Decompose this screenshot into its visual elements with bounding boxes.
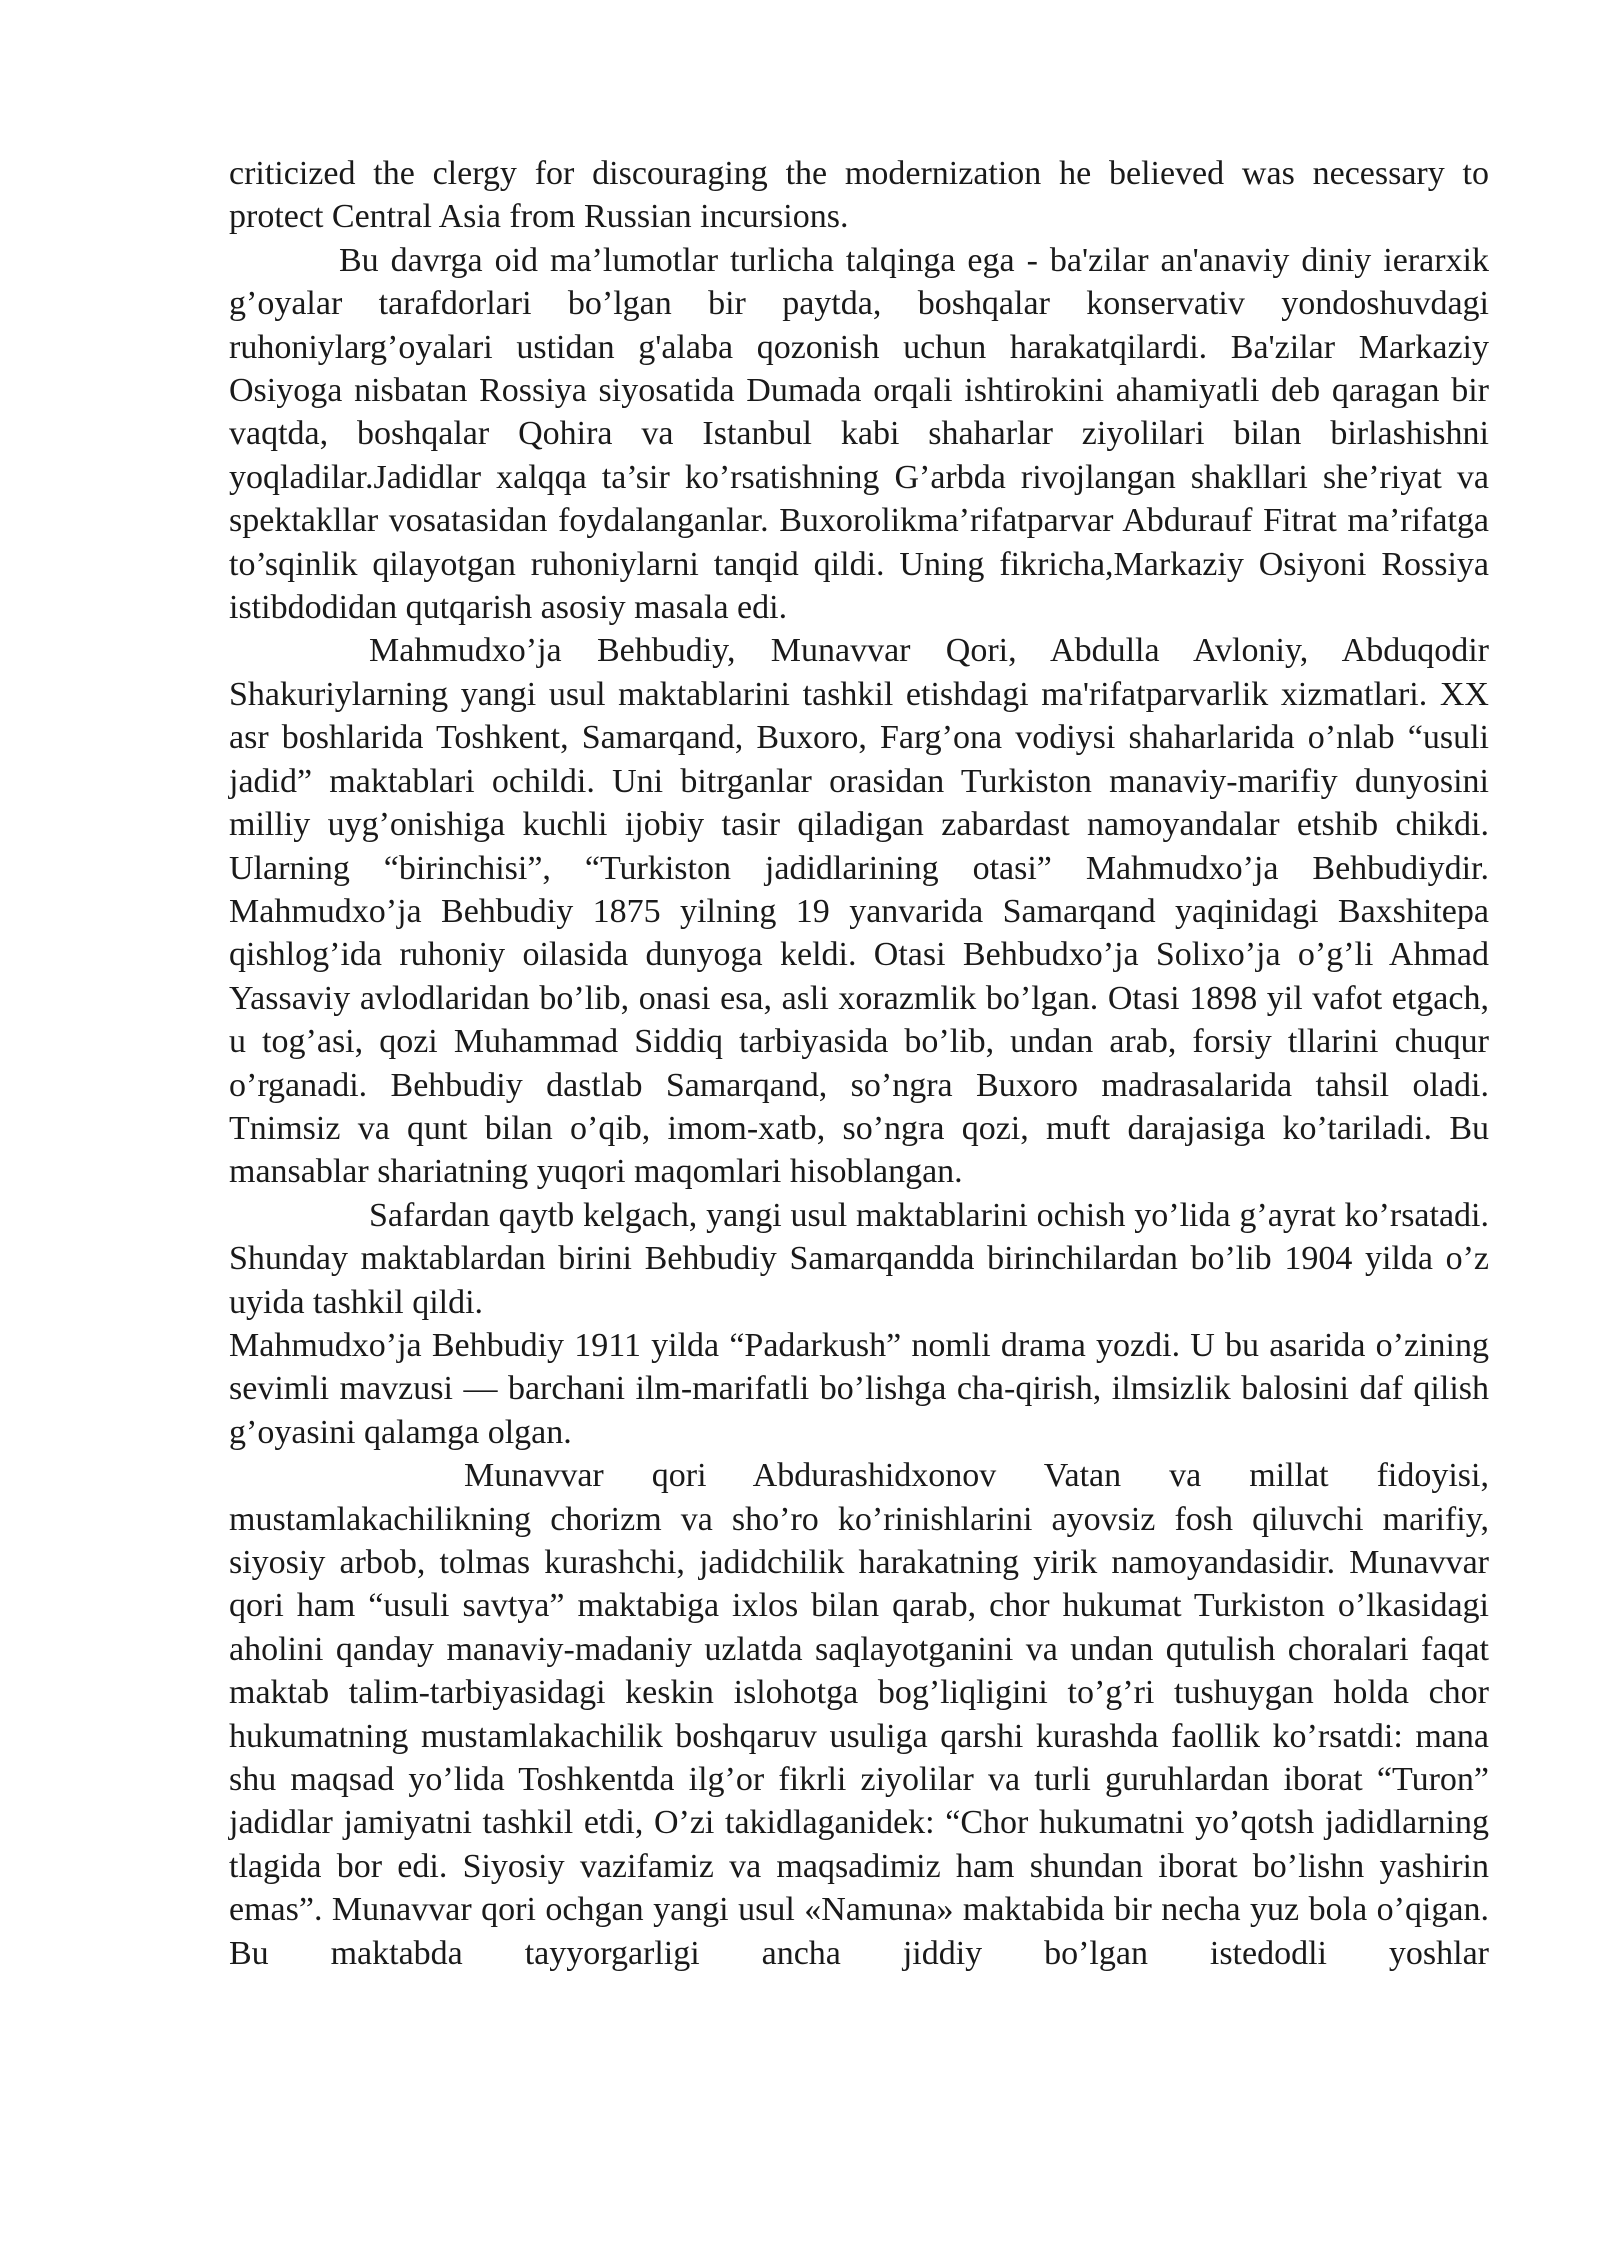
paragraph-behbudiy: Mahmudxo’ja Behbudiy, Munavvar Qori, Abdulla Avloniy, Abduqodir Shakuriylarning yangi usul maktablarini tashkil etishdagi ma'rifatparvarlik xizmatlari. XX asr boshlarida Toshkent, Samarqand, Buxoro, Farg’ona vodiysi shaharlarida o’nlab “usuli jadid” maktablari ochildi. Uni bitrganlar orasidan Turkiston manaviy-marifiy dunyosini milliy uyg’onishiga kuchli ijobiy tasir qiladigan zabardast namoyandalar etshib chikdi. Ularning “birinchisi”, “Turkiston jadidlarining otasi” Mahmudxo’ja Behbudiydir. Mahmudxo’ja Behbudiy 1875 yilning 19 yanvarida Samarqand yaqinidagi Baxshitepa qishlog’ida ruhoniy oilasida dunyoga keldi. Otasi Behbudxo’ja Solixo’ja o’g’li Ahmad Yassaviy avlodlaridan bo’lib, onasi esa, asli xorazmlik bo’lgan. Otasi 1898 yil vafot etgach, u tog’asi, qozi Muhammad Siddiq tarbiyasida bo’lib, undan arab, forsiy tllarini chuqur o’rganadi. Behbudiy dastlab Samarqand, so’ngra Buxoro madrasalarida tahsil oladi. Tnimsiz va qunt bilan o’qib, imom-xatb, so’ngra qozi, muft darajasiga ko’tariladi. Bu mansablar shariatning yuqori maqomlari hisoblangan. (229, 632, 1489, 1191)
paragraph-safardan: Safardan qaytb kelgach, yangi usul maktablarini ochish yo’lida g’ayrat ko’rsatadi. Shunday maktablardan birini Behbudiy Samarqandda birinchilardan bo’lib 1904 yilda o’z uyida tashkil qildi. (229, 1196, 1489, 1321)
paragraph-clergy-criticism: criticized the clergy for discouraging the modernization he believed was necessary to protect Central Asia from Russian incursions. (229, 155, 1489, 236)
paragraph-munavvar-qori: Munavvar qori Abdurashidxonov Vatan va millat fidoyisi, mustamlakachilikning chorizm va sho’ro ko’rinishlarini ayovsiz fosh qiluvchi marifiy, siyosiy arbob, tolmas kurashchi, jadidchilik harakatning yirik namoyandasidir. Munavvar qori ham “usuli savtya” maktabiga ixlos bilan qarab, chor hukumat Turkiston o’lkasidagi aholini qanday manaviy-madaniy uzlatda saqlayotganini va undan qutulish choralari faqat maktab talim-tarbiyasidagi keskin islohotga bog’liqligini to’g’ri tushuygan holda chor hukumatning mustamlakachilik boshqaruv usuliga qarshi kurashda faollik ko’rsatdi: mana shu maqsad yo’lida Toshkentda ilg’or fikrli ziyolilar va turli guruhlardan iborat “Turon” jadidlar jamiyatni tashkil etdi, O’zi takidlaganidek: “Chor hukumatni yo’qotsh jadidlarning tlagida bor edi. Siyosiy vazifamiz va maqsadimiz ham shundan iborat bo’lishn yashirin emas”. Munavvar qori ochgan yangi usul «Namuna» maktabida bir necha yuz bola o’qigan. Bu maktabda tayyorgarligi ancha jiddiy bo’lgan istedodli yoshlar (229, 1457, 1489, 1972)
paragraph-davr-malumotlar: Bu davrga oid ma’lumotlar turlicha talqinga ega - ba'zilar an'anaviy diniy ierarxik g’oyalar tarafdorlari bo’lgan bir paytda, boshqalar konservativ yondoshuvdagi ruhoniylarg’oyalari ustidan g'alaba qozonish uchun harakatqilardi. Ba'zilar Markaziy Osiyoga nisbatan Rossiya siyosatida Dumada orqali ishtirokini ahamiyatli deb qaragan bir vaqtda, boshqalar Qohira va Istanbul kabi shaharlar ziyolilari bilan birlashishni yoqladilar.Jadidlar xalqqa ta’sir ko’rsatishning G’arbda rivojlangan shakllari she’riyat va spektakllar vosatasidan foydalanganlar. Buxorolikma’rifatparvar Abdurauf Fitrat ma’rifatga to’sqinlik qilayotgan ruhoniylarni tanqid qildi. Uning fikricha,Markaziy Osiyoni Rossiya istibdodidan qutqarish asosiy masala edi. (229, 241, 1489, 627)
document-page (229, 152, 1489, 1975)
paragraph-padarkush: Mahmudxo’ja Behbudiy 1911 yilda “Padarkush” nomli drama yozdi. U bu asarida o’zining sevimli mavzusi — barchani ilm-marifatli bo’lishga cha-qirish, ilmsizlik balosini daf qilish g’oyasini qalamga olgan. (229, 1326, 1489, 1451)
